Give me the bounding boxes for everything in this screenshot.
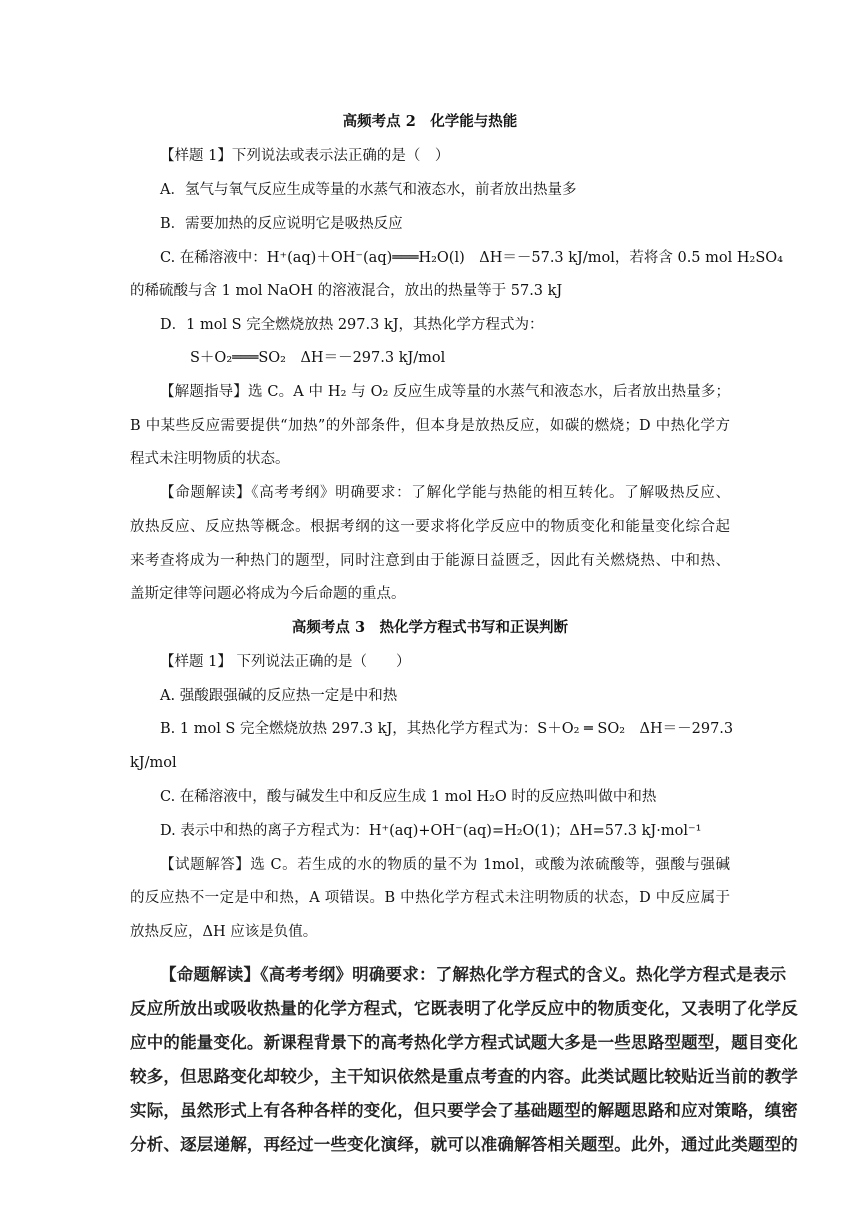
s3-interp-line3: 应中的能量变化。新课程背景下的高考热化学方程式试题大多是一些思路型题型，题目变化 <box>130 1033 798 1052</box>
s3-option-d: D. 表示中和热的离子方程式为：H⁺(aq)+OH⁻(aq)=H₂O(1)；ΔH=57.3 kJ·mol⁻¹ <box>160 823 702 839</box>
s3-option-a: A. 强酸跟强碱的反应热一定是中和热 <box>160 688 398 704</box>
s2-option-d-equation: S＋O₂═══SO₂ ΔH＝－297.3 kJ/mol <box>190 350 446 366</box>
s3-interp-line2: 反应所放出或吸收热量的化学方程式，它既表明了化学反应中的物质变化，又表明了化学反 <box>130 999 798 1018</box>
s3-option-b-line2: kJ/mol <box>130 755 177 771</box>
s2-guide-line3: 程式未注明物质的状态。 <box>130 451 290 467</box>
section3-title: 高频考点 3 热化学方程式书写和正误判断 <box>291 619 569 636</box>
s2-option-d-line1: D．1 mol S 完全燃烧放热 297.3 kJ，其热化学方程式为： <box>160 317 544 333</box>
s2-guide-line2: B 中某些反应需要提供“加热”的外部条件，但本身是放热反应，如碳的燃烧；D 中热化学方 <box>130 418 730 434</box>
s3-answer-line2: 的反应热不一定是中和热，A 项错误。B 中热化学方程式未注明物质的状态，D 中反应属于 <box>130 890 730 906</box>
s3-option-b-line1: B. 1 mol S 完全燃烧放热 297.3 kJ，其热化学方程式为：S＋O₂ ═ SO₂ ΔH＝－297.3 <box>160 721 734 737</box>
s2-interp-line1: 【命题解读】《高考考纲》明确要求：了解化学能与热能的相互转化。了解吸热反应、 <box>160 485 730 501</box>
s3-answer-line3: 放热反应，ΔH 应该是负值。 <box>130 924 318 940</box>
s3-answer-line1: 【试题解答】选 C。若生成的水的物质的量不为 1mol，或酸为浓硫酸等，强酸与强碱 <box>160 857 730 873</box>
s2-option-a: A．氢气与氧气反应生成等量的水蒸气和液态水，前者放出热量多 <box>160 182 577 198</box>
s2-option-c-line1: C. 在稀溶液中：H⁺(aq)＋OH⁻(aq)═══H₂O(l) ΔH＝－57.3 kJ/mol，若将含 0.5 mol H₂SO₄ <box>160 250 783 266</box>
s2-guide-line1: 【解题指导】选 C。A 中 H₂ 与 O₂ 反应生成等量的水蒸气和液态水，后者放出热量多； <box>160 384 730 400</box>
s2-question-stem: 【样题 1】下列说法或表示法正确的是（ ） <box>160 148 450 164</box>
s3-interp-line4: 较多，但思路变化却较少，主干知识依然是重点考查的内容。此类试题比较贴近当前的教学 <box>130 1067 798 1086</box>
s2-interp-line3: 来考查将成为一种热门的题型，同时注意到由于能源日益匮乏，因此有关燃烧热、中和热、 <box>130 553 730 569</box>
s3-question-stem: 【样题 1】 下列说法正确的是（ ） <box>160 654 411 670</box>
section2-title: 高频考点 2 化学能与热能 <box>342 113 518 130</box>
s2-option-c-line2: 的稀硫酸与含 1 mol NaOH 的溶液混合，放出的热量等于 57.3 kJ <box>130 283 563 299</box>
s2-option-b: B．需要加热的反应说明它是吸热反应 <box>160 216 403 232</box>
s3-option-c: C. 在稀溶液中，酸与碱发生中和反应生成 1 mol H₂O 时的反应热叫做中和热 <box>160 789 657 805</box>
s3-interp-line5: 实际，虽然形式上有各种各样的变化，但只要学会了基础题型的解题思路和应对策略，缜密 <box>130 1101 798 1120</box>
s2-interp-line2: 放热反应、反应热等概念。根据考纲的这一要求将化学反应中的物质变化和能量变化综合起 <box>130 519 730 535</box>
s3-interp-line1: 【命题解读】《高考考纲》明确要求：了解热化学方程式的含义。热化学方程式是表示 <box>160 965 787 984</box>
s3-interp-line6: 分析、逐层递解，再经过一些变化演绎，就可以准确解答相关题型。此外，通过此类题型的 <box>130 1135 798 1154</box>
s2-interp-line4: 盖斯定律等问题必将成为今后命题的重点。 <box>130 586 406 602</box>
